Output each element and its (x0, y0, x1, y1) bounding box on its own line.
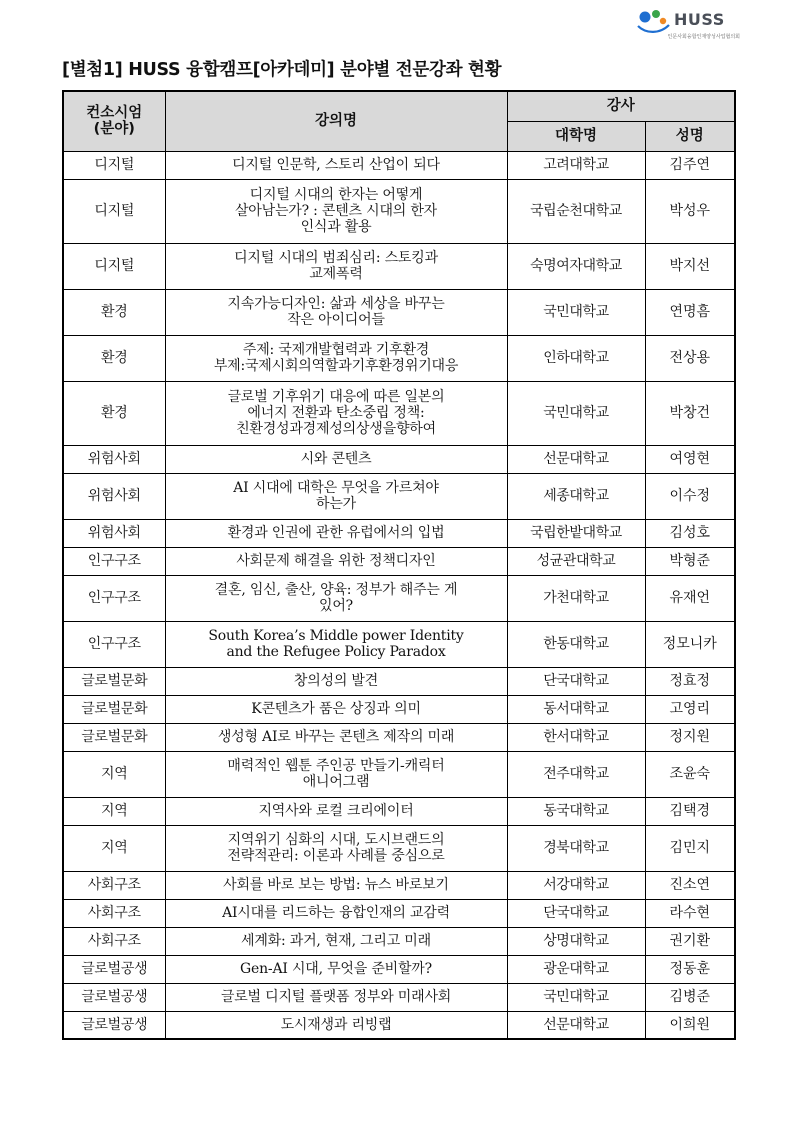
table-row (63, 1011, 735, 1039)
cell-lecture: AI 시대에 대학은 무엇을 가르쳐야 하는가 (165, 473, 507, 519)
cell-university: 단국대학교 (507, 899, 645, 927)
cell-university: 국민대학교 (507, 289, 645, 335)
table-row (63, 983, 735, 1011)
cell-lecture: 시와 콘텐츠 (165, 445, 507, 473)
cell-university: 세종대학교 (507, 473, 645, 519)
cell-field: 글로벌문화 (63, 667, 165, 695)
cell-lecture: Gen-AI 시대, 무엇을 준비할까? (165, 955, 507, 983)
cell-name: 김성호 (645, 519, 735, 547)
cell-name: 김주연 (645, 151, 735, 179)
cell-lecture: 세계화: 과거, 현재, 그리고 미래 (165, 927, 507, 955)
table-row (63, 575, 735, 621)
table-row (63, 927, 735, 955)
cell-university: 선문대학교 (507, 1011, 645, 1039)
cell-university: 국립한밭대학교 (507, 519, 645, 547)
cell-lecture: 지속가능디자인: 삶과 세상을 바꾸는 작은 아이디어들 (165, 289, 507, 335)
cell-lecture: 디지털 시대의 한자는 어떻게 살아남는가? : 콘텐츠 시대의 한자 인식과 활용 (165, 179, 507, 243)
cell-lecture: 환경과 인권에 관한 유럽에서의 입법 (165, 519, 507, 547)
cell-lecture: 창의성의 발견 (165, 667, 507, 695)
table-row (63, 547, 735, 575)
table-row (63, 381, 735, 445)
cell-university: 국민대학교 (507, 381, 645, 445)
cell-lecture: 생성형 AI로 바꾸는 콘텐츠 제작의 미래 (165, 723, 507, 751)
table-row (63, 289, 735, 335)
cell-field: 위험사회 (63, 445, 165, 473)
cell-university: 동국대학교 (507, 797, 645, 825)
cell-field: 위험사회 (63, 473, 165, 519)
cell-field: 글로벌문화 (63, 695, 165, 723)
cell-lecture: 매력적인 웹툰 주인공 만들기-캐릭터 애니어그램 (165, 751, 507, 797)
cell-lecture: 글로벌 디지털 플랫폼 정부와 미래사회 (165, 983, 507, 1011)
cell-lecture: 글로벌 기후위기 대응에 따른 일본의 에너지 전환과 탄소중립 정책: 친환경성과경제성의상생을향하여 (165, 381, 507, 445)
cell-field: 위험사회 (63, 519, 165, 547)
table-row (63, 445, 735, 473)
header-field-line1: 컨소시엄 (86, 105, 143, 122)
cell-university: 광운대학교 (507, 955, 645, 983)
cell-name: 정모니카 (645, 621, 735, 667)
cell-field: 글로벌공생 (63, 955, 165, 983)
cell-lecture: AI시대를 리드하는 융합인재의 교감력 (165, 899, 507, 927)
cell-field: 환경 (63, 335, 165, 381)
cell-name: 박창건 (645, 381, 735, 445)
cell-university: 가천대학교 (507, 575, 645, 621)
cell-university: 전주대학교 (507, 751, 645, 797)
cell-lecture: 디지털 인문학, 스토리 산업이 되다 (165, 151, 507, 179)
cell-lecture: 지역위기 심화의 시대, 도시브랜드의 전략적관리: 이론과 사례를 중심으로 (165, 825, 507, 871)
cell-field: 지역 (63, 825, 165, 871)
cell-field: 글로벌공생 (63, 983, 165, 1011)
cell-field: 디지털 (63, 179, 165, 243)
cell-name: 권기환 (645, 927, 735, 955)
cell-name: 정동훈 (645, 955, 735, 983)
cell-name: 김민지 (645, 825, 735, 871)
cell-university: 숙명여자대학교 (507, 243, 645, 289)
cell-field: 인구구조 (63, 547, 165, 575)
table-row (63, 797, 735, 825)
cell-field: 사회구조 (63, 899, 165, 927)
cell-name: 정지원 (645, 723, 735, 751)
logo-subtitle: 인문사회융합인재양성사업협의회 (667, 34, 740, 40)
header-instructor: 강사 (507, 91, 735, 121)
header-university: 대학명 (507, 121, 645, 151)
cell-name: 박지선 (645, 243, 735, 289)
cell-name: 연명흠 (645, 289, 735, 335)
cell-university: 경북대학교 (507, 825, 645, 871)
table-row (63, 519, 735, 547)
cell-name: 정효정 (645, 667, 735, 695)
page-title: [별첨1] HUSS 융합캠프[아카데미] 분야별 전문강좌 현황 (62, 60, 502, 80)
logo-wordmark: HUSS (674, 10, 725, 29)
cell-university: 단국대학교 (507, 667, 645, 695)
header-lecture: 강의명 (165, 91, 507, 151)
cell-lecture: South Korea’s Middle power Identity and the Refugee Policy Paradox (165, 621, 507, 667)
cell-university: 고려대학교 (507, 151, 645, 179)
table-row (63, 179, 735, 243)
cell-name: 유재언 (645, 575, 735, 621)
cell-university: 한동대학교 (507, 621, 645, 667)
huss-logo (636, 6, 740, 42)
table-row (63, 667, 735, 695)
cell-field: 사회구조 (63, 871, 165, 899)
cell-name: 전상용 (645, 335, 735, 381)
cell-name: 진소연 (645, 871, 735, 899)
cell-lecture: 사회문제 해결을 위한 정책디자인 (165, 547, 507, 575)
table-row (63, 243, 735, 289)
cell-university: 국립순천대학교 (507, 179, 645, 243)
cell-field: 지역 (63, 751, 165, 797)
cell-field: 환경 (63, 289, 165, 335)
cell-lecture: 사회를 바로 보는 방법: 뉴스 바로보기 (165, 871, 507, 899)
table-row (63, 825, 735, 871)
cell-lecture: 지역사와 로컬 크리에이터 (165, 797, 507, 825)
cell-lecture: 디지털 시대의 범죄심리: 스토킹과 교제폭력 (165, 243, 507, 289)
header-name: 성명 (645, 121, 735, 151)
table-row (63, 151, 735, 179)
cell-name: 김택경 (645, 797, 735, 825)
cell-field: 글로벌공생 (63, 1011, 165, 1039)
cell-field: 사회구조 (63, 927, 165, 955)
cell-field: 디지털 (63, 151, 165, 179)
cell-field: 지역 (63, 797, 165, 825)
cell-name: 김병준 (645, 983, 735, 1011)
cell-name: 고영리 (645, 695, 735, 723)
cell-university: 서강대학교 (507, 871, 645, 899)
cell-field: 환경 (63, 381, 165, 445)
cell-university: 국민대학교 (507, 983, 645, 1011)
cell-lecture: 결혼, 임신, 출산, 양육: 정부가 해주는 게 있어? (165, 575, 507, 621)
cell-field: 글로벌문화 (63, 723, 165, 751)
cell-name: 박성우 (645, 179, 735, 243)
table-row (63, 871, 735, 899)
cell-field: 인구구조 (63, 575, 165, 621)
cell-lecture: K콘텐츠가 품은 상징과 의미 (165, 695, 507, 723)
cell-name: 여영현 (645, 445, 735, 473)
cell-field: 인구구조 (63, 621, 165, 667)
cell-name: 라수현 (645, 899, 735, 927)
table-row (63, 695, 735, 723)
cell-university: 동서대학교 (507, 695, 645, 723)
table-row (63, 955, 735, 983)
cell-name: 이희원 (645, 1011, 735, 1039)
huss-logo-icon (636, 8, 672, 34)
header-field-line2: (분야) (93, 121, 135, 138)
table-row (63, 473, 735, 519)
cell-name: 박형준 (645, 547, 735, 575)
cell-university: 상명대학교 (507, 927, 645, 955)
header-field (63, 91, 165, 151)
cell-university: 인하대학교 (507, 335, 645, 381)
cell-university: 성균관대학교 (507, 547, 645, 575)
cell-university: 선문대학교 (507, 445, 645, 473)
lecture-table (62, 90, 736, 1040)
table-row (63, 621, 735, 667)
cell-field: 디지털 (63, 243, 165, 289)
cell-lecture: 주제: 국제개발협력과 기후환경 부제:국제시회의역할과기후환경위기대응 (165, 335, 507, 381)
cell-name: 조윤숙 (645, 751, 735, 797)
table-row (63, 335, 735, 381)
cell-lecture: 도시재생과 리빙랩 (165, 1011, 507, 1039)
table-row (63, 751, 735, 797)
table-row (63, 723, 735, 751)
table-row (63, 899, 735, 927)
cell-university: 한서대학교 (507, 723, 645, 751)
cell-name: 이수정 (645, 473, 735, 519)
